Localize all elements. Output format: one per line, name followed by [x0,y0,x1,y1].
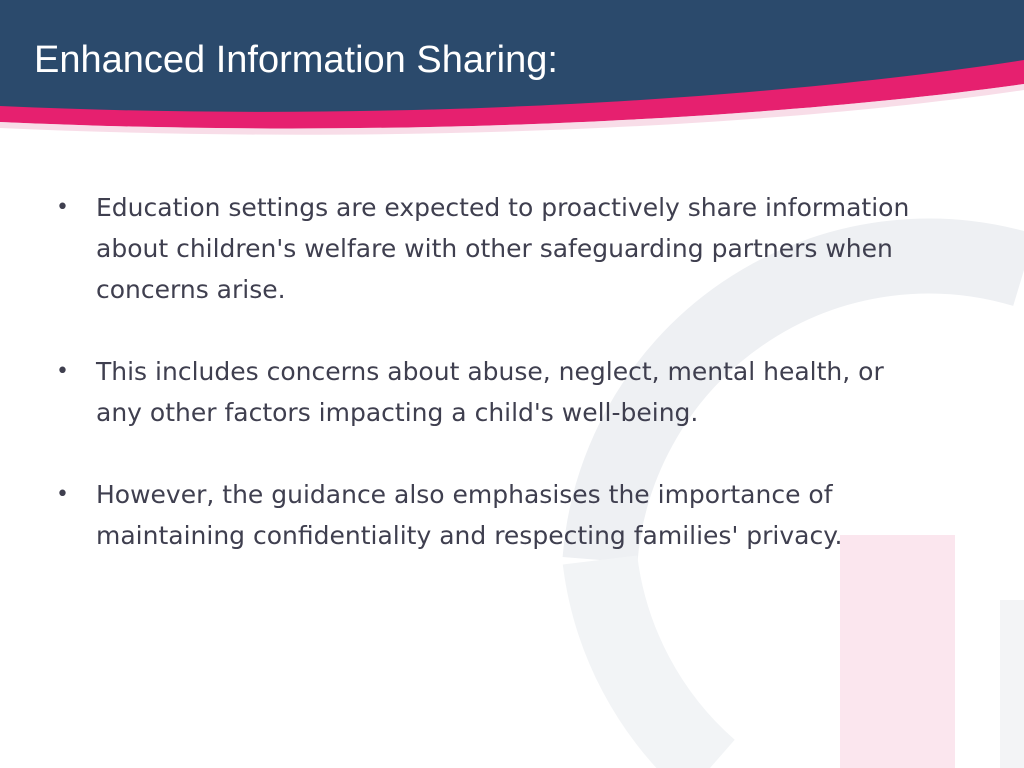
bullet-text: This includes concerns about abuse, neglect, mental health, or any other factors impacting a child's well-being. [96,357,884,427]
bullet-dot-icon: • [56,195,69,220]
bullet-item [56,187,936,310]
bullet-list [56,187,936,597]
bullet-text: However, the guidance also emphasises the importance of maintaining confidentiality and respecting families' privacy. [96,480,843,550]
bullet-item [56,351,936,433]
bullet-dot-icon: • [56,482,69,507]
bullet-text: Education settings are expected to proactively share information about children's welfare with other safeguarding partners when concerns arise. [96,193,910,304]
bullet-dot-icon: • [56,359,69,384]
slide-title: Enhanced Information Sharing: [34,39,558,81]
bullet-item [56,474,936,556]
